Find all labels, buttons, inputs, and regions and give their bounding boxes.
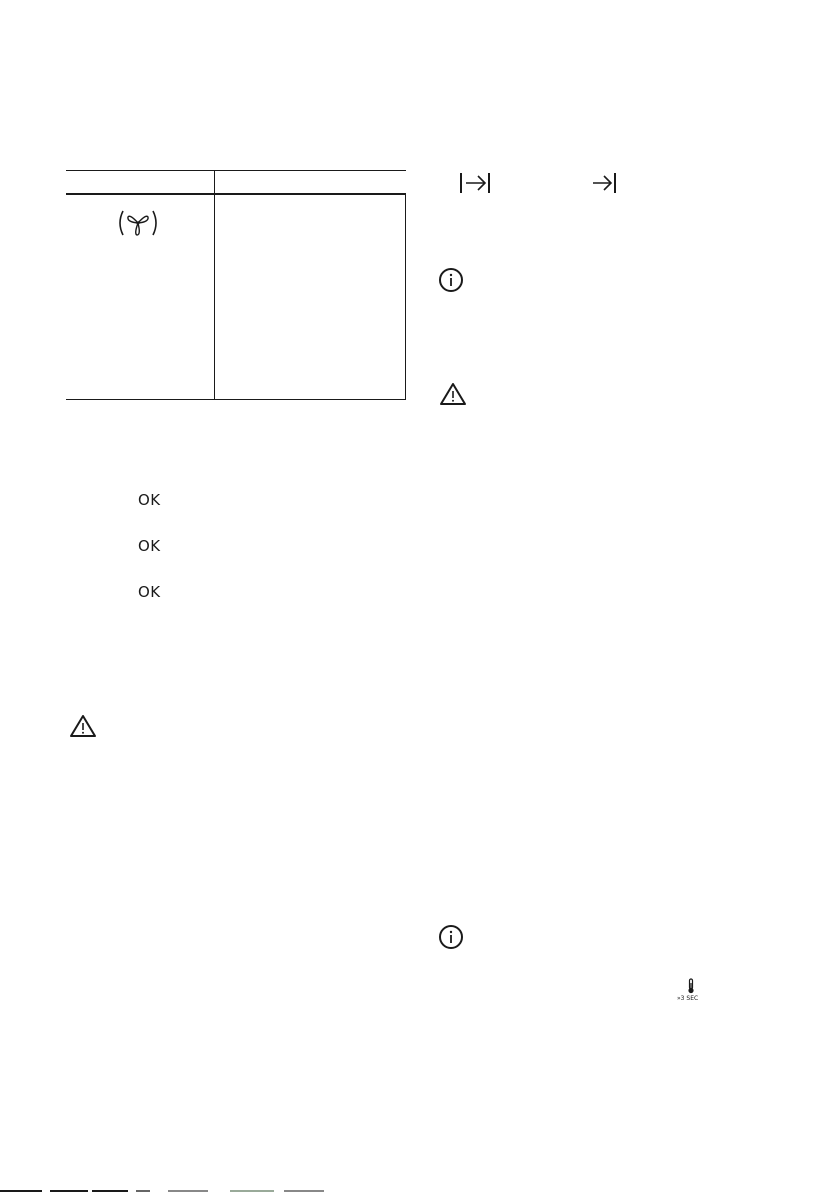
thermometer-icon bbox=[687, 978, 695, 994]
ok-button-label-3: OK bbox=[138, 583, 161, 601]
fan-icon bbox=[115, 208, 161, 238]
table-bottom-rule bbox=[66, 399, 406, 400]
table-header-rule bbox=[66, 193, 406, 195]
table-right-border bbox=[405, 194, 406, 400]
warning-icon bbox=[69, 714, 97, 738]
info-icon bbox=[438, 924, 464, 950]
table-top-rule bbox=[66, 170, 406, 171]
arrow-start-icon bbox=[458, 171, 492, 195]
thermometer-hold-text: 3 SEC bbox=[680, 995, 699, 1002]
function-table bbox=[66, 170, 406, 400]
double-chevron-icon: » bbox=[677, 995, 681, 1002]
table-column-divider bbox=[214, 170, 215, 400]
thermometer-hold-label bbox=[677, 995, 698, 1003]
ok-button-label-1: OK bbox=[138, 491, 161, 509]
ok-button-label-2: OK bbox=[138, 537, 161, 555]
warning-icon bbox=[439, 382, 467, 406]
thermometer-badge bbox=[677, 978, 707, 1006]
info-icon bbox=[438, 267, 464, 293]
footer-rule bbox=[0, 1188, 340, 1192]
arrow-end-icon bbox=[590, 171, 620, 195]
